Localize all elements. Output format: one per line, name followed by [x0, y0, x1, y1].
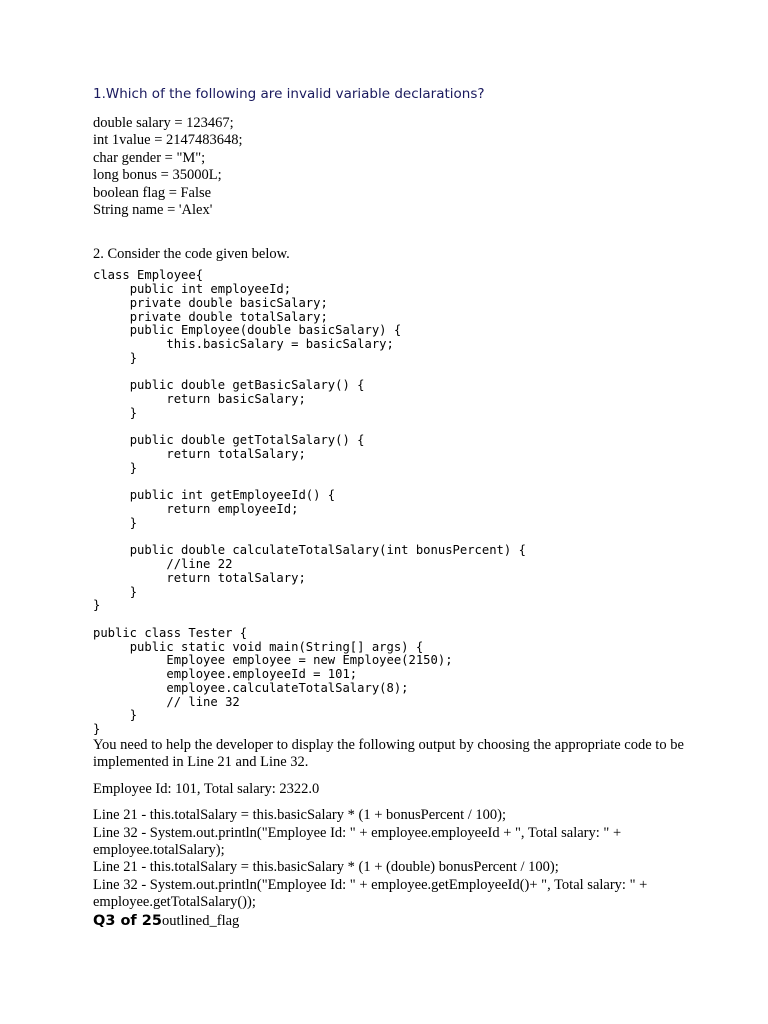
option-item: long bonus = 35000L; — [93, 167, 222, 184]
question-2-title: 2. Consider the code given below. — [93, 246, 290, 263]
option-item: String name = 'Alex' — [93, 202, 213, 219]
answer-line: Line 32 - System.out.println("Employee Id: " + employee.getEmployeeId()+ ", Total salary: " + employee.getTotalSalary()); — [93, 876, 648, 911]
answer-line: Line 21 - this.totalSalary = this.basicSalary * (1 + (double) bonusPercent / 100); — [93, 859, 559, 876]
answer-options — [93, 807, 693, 911]
option-item: boolean flag = False — [93, 184, 212, 201]
expected-output: Employee Id: 101, Total salary: 2322.0 — [93, 780, 320, 797]
option-item: char gender = "M"; — [93, 149, 206, 166]
question-1-title: 1.Which of the following are invalid variable declarations? — [93, 86, 485, 102]
answer-line: Line 21 - this.totalSalary = this.basicSalary * (1 + bonusPercent / 100); — [93, 807, 507, 824]
answer-line: Line 32 - System.out.println("Employee Id: " + employee.employeeId + ", Total salary: " + employee.totalSalary); — [93, 824, 622, 858]
option-item: int 1value = 2147483648; — [93, 132, 243, 149]
question-1-options — [93, 115, 693, 219]
question-2-prompt: You need to help the developer to display the following output by choosing the appropriate code to be implemented in Line 21 and Line 32. — [93, 736, 684, 771]
question-number: Q3 of 25 — [93, 912, 162, 929]
document-page — [93, 86, 693, 930]
code-block: class Employee{ public int employeeId; private double basicSalary; private double totalSalary; public Employee(double basicSalary) { this.basicSalary = basicSalary; } public double getBasicSalary() { return basicSalary; } public double getTotalSalary() { return totalSalary; } public int getEmployeeId() { return employeeId; } public double calculateTotalSalary(int bonusPercent) { //line 22 return totalSalary; } } public class Tester { public static void main(String[] args) { Employee employee = new Employee(2150); employee.employeeId = 101; employee.calculateTotalSalary(8); // line 32 } } — [93, 268, 526, 737]
outlined-flag-icon[interactable]: outlined_flag — [161, 912, 240, 929]
option-item: double salary = 123467; — [93, 115, 234, 131]
question-footer — [93, 912, 693, 930]
